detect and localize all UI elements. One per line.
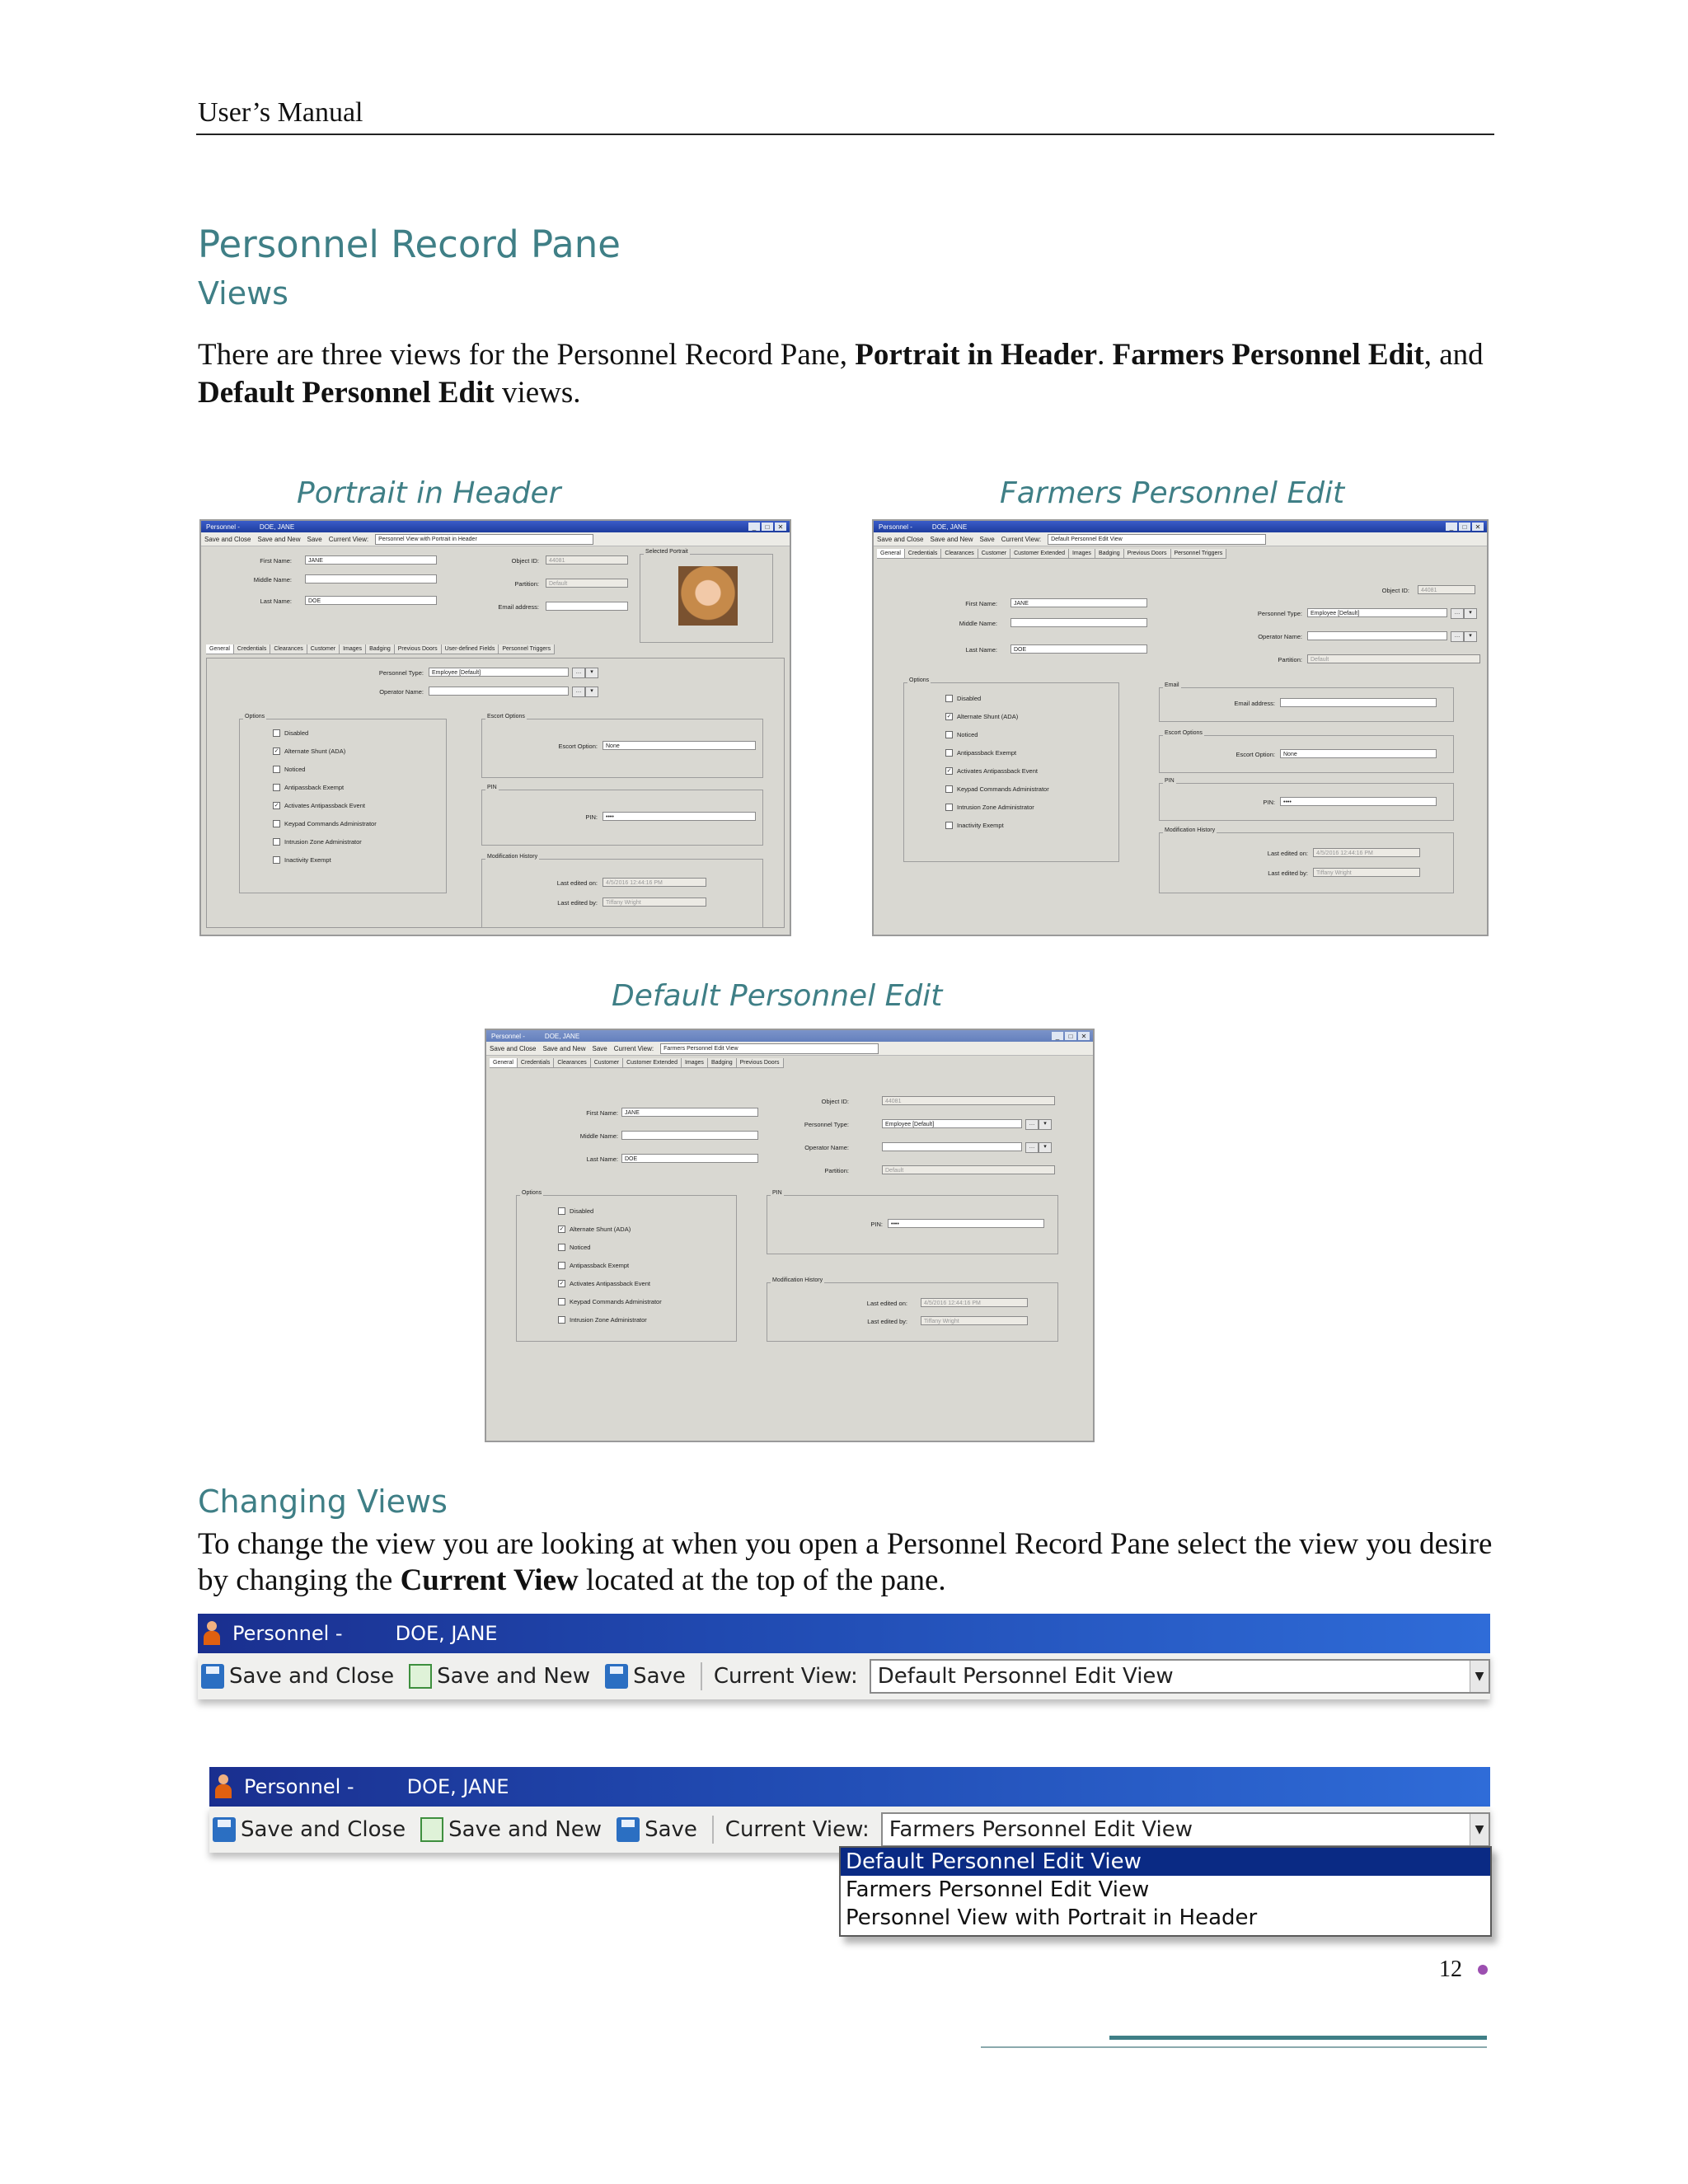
section-title: Personnel Record Pane bbox=[198, 223, 621, 266]
footer-rule-thick bbox=[1109, 2036, 1487, 2040]
toolbar-screenshot-1: Personnel - DOE, JANE Save and Close Save and New Save Current View: Default Personnel Edit View ▼ bbox=[198, 1614, 1492, 1703]
current-view-label: Current View: bbox=[724, 1817, 870, 1842]
personnel-icon bbox=[214, 1774, 232, 1799]
new-document-icon bbox=[409, 1664, 432, 1689]
changing-views-title: Changing Views bbox=[198, 1483, 448, 1520]
portrait-photo bbox=[678, 566, 738, 626]
dropdown-option[interactable]: Personnel View with Portrait in Header bbox=[846, 1905, 1258, 1930]
caption-default: Default Personnel Edit bbox=[612, 979, 943, 1013]
header-rule bbox=[196, 134, 1494, 135]
current-view-dropdown bbox=[839, 1846, 1492, 1937]
new-document-icon bbox=[420, 1817, 443, 1842]
caption-portrait: Portrait in Header bbox=[297, 476, 561, 510]
current-view-select[interactable]: Default Personnel Edit View ▼ bbox=[870, 1659, 1490, 1694]
bullet-icon bbox=[1478, 1965, 1488, 1975]
save-button[interactable]: Save bbox=[605, 1664, 686, 1689]
save-button[interactable]: Save bbox=[617, 1817, 697, 1842]
current-view-label: Current View: bbox=[713, 1664, 858, 1689]
screenshot-farmers-edit: Personnel - DOE, JANE _ □ ✕ Save and Close Save and New Save Current View: Default Personnel Edit View General Credentials Clearances Customer Customer Extended Images Badging Previous Doors Personnel Triggers Object ID: 44081 First Name: JANE Personnel Type: Employee [Default] … ▾ Middle Name: Operator Name: … ▾ Last Name: DOE Partition: Default Options Disabled ✓ Alternate Shunt (ADA) Noticed Antipassback Exempt ✓ Activates Antipassback Event Keypad Commands Administrator Intrusion Zone Administrator Inactivity Exempt Email Email address: Escort Options Escort Option: None PIN PIN: •••• Modification History Last edited on: 4/5/2016 12:44:16 PM Last edited by: Tiffany Wright bbox=[872, 519, 1489, 936]
screenshot-default-edit: Personnel - DOE, JANE _ □ ✕ Save and Close Save and New Save Current View: Farmers Personnel Edit View General Credentials Clearances Customer Customer Extended Images Badging Previous Doors Object ID: 44081 First Name: JANE Personnel Type: Employee [Default] … ▾ Middle Name: Operator Name: … ▾ Last Name: DOE Partition: Default Options Disabled ✓ Alternate Shunt (ADA) Noticed Antipassback Exempt ✓ Activates Antipassback Event Keypad Commands Administrator Intrusion Zone Administrator PIN PIN: •••• Modification History Last edited on: 4/5/2016 12:44:16 PM Last edited by: Tiffany Wright bbox=[485, 1029, 1095, 1442]
save-and-close-button[interactable]: Save and Close bbox=[213, 1817, 406, 1842]
tabs-portrait: General Credentials Clearances Customer Images Badging Previous Doors User-defined Fields Personnel Triggers bbox=[206, 644, 555, 654]
current-view-select[interactable]: Farmers Personnel Edit View ▼ bbox=[881, 1812, 1490, 1847]
dropdown-option[interactable]: Farmers Personnel Edit View bbox=[846, 1877, 1150, 1902]
save-icon bbox=[605, 1664, 628, 1689]
tabs-default: General Credentials Clearances Customer Customer Extended Images Badging Previous Doors bbox=[490, 1058, 784, 1068]
personnel-icon bbox=[203, 1621, 221, 1646]
save-and-close-button[interactable]: Save and Close bbox=[201, 1664, 394, 1689]
footer-rule-thin bbox=[981, 2046, 1487, 2048]
tabs-farmers: General Credentials Clearances Customer Customer Extended Images Badging Previous Doors Personnel Triggers bbox=[877, 549, 1226, 559]
page-number: 12 bbox=[1439, 1957, 1462, 1982]
dropdown-option[interactable]: Default Personnel Edit View bbox=[841, 1848, 1490, 1876]
save-and-new-button[interactable]: Save and New bbox=[409, 1664, 590, 1689]
save-icon bbox=[213, 1817, 236, 1842]
section-subtitle: Views bbox=[198, 275, 288, 312]
intro-paragraph: There are three views for the Personnel Record Pane, Portrait in Header. Farmers Personnel Edit, and Default Personnel Edit views. bbox=[198, 338, 1484, 410]
chevron-down-icon[interactable]: ▼ bbox=[1470, 1814, 1489, 1845]
caption-farmers: Farmers Personnel Edit bbox=[1000, 476, 1345, 510]
save-and-new-button[interactable]: Save and New bbox=[420, 1817, 602, 1842]
toolbar-screenshot-2: Personnel - DOE, JANE Save and Close Save and New Save Current View: Farmers Personnel Edit View ▼ bbox=[209, 1767, 1492, 1856]
chevron-down-icon[interactable]: ▼ bbox=[1470, 1661, 1489, 1692]
save-icon bbox=[201, 1664, 224, 1689]
screenshot-portrait-in-header: Personnel - DOE, JANE _ □ ✕ Save and Close Save and New Save Current View: Personnel View with Portrait in Header First Name: JANE Middle Name: Last Name: DOE Object ID: 44081 Partition: Default Email address: Selected Portrait General Credentials Clearances Customer Images Badging Previous Doors User-defined Fields Personnel Triggers Personnel Type: Employee [Default] … ▾ Operator Name: … ▾ Options Disabled ✓ Alternate Shunt (ADA) Noticed Antipassback Exempt ✓ Activates Antipassback Event Keypad Commands Administrator Intrusion Zone Administrator Inactivity Exempt Escort Options Escort Option: None PIN PIN: •••• Modification History Last edited on: 4/5/2016 12:44:16 PM Last edited by: Tiffany Wright bbox=[199, 519, 791, 936]
changing-views-paragraph: To change the view you are looking at when you open a Personnel Record Pane select the view you desire by changing the Current View located at the top of the pane. bbox=[198, 1527, 1493, 1597]
running-header: User’s Manual bbox=[198, 97, 363, 128]
save-icon bbox=[617, 1817, 640, 1842]
